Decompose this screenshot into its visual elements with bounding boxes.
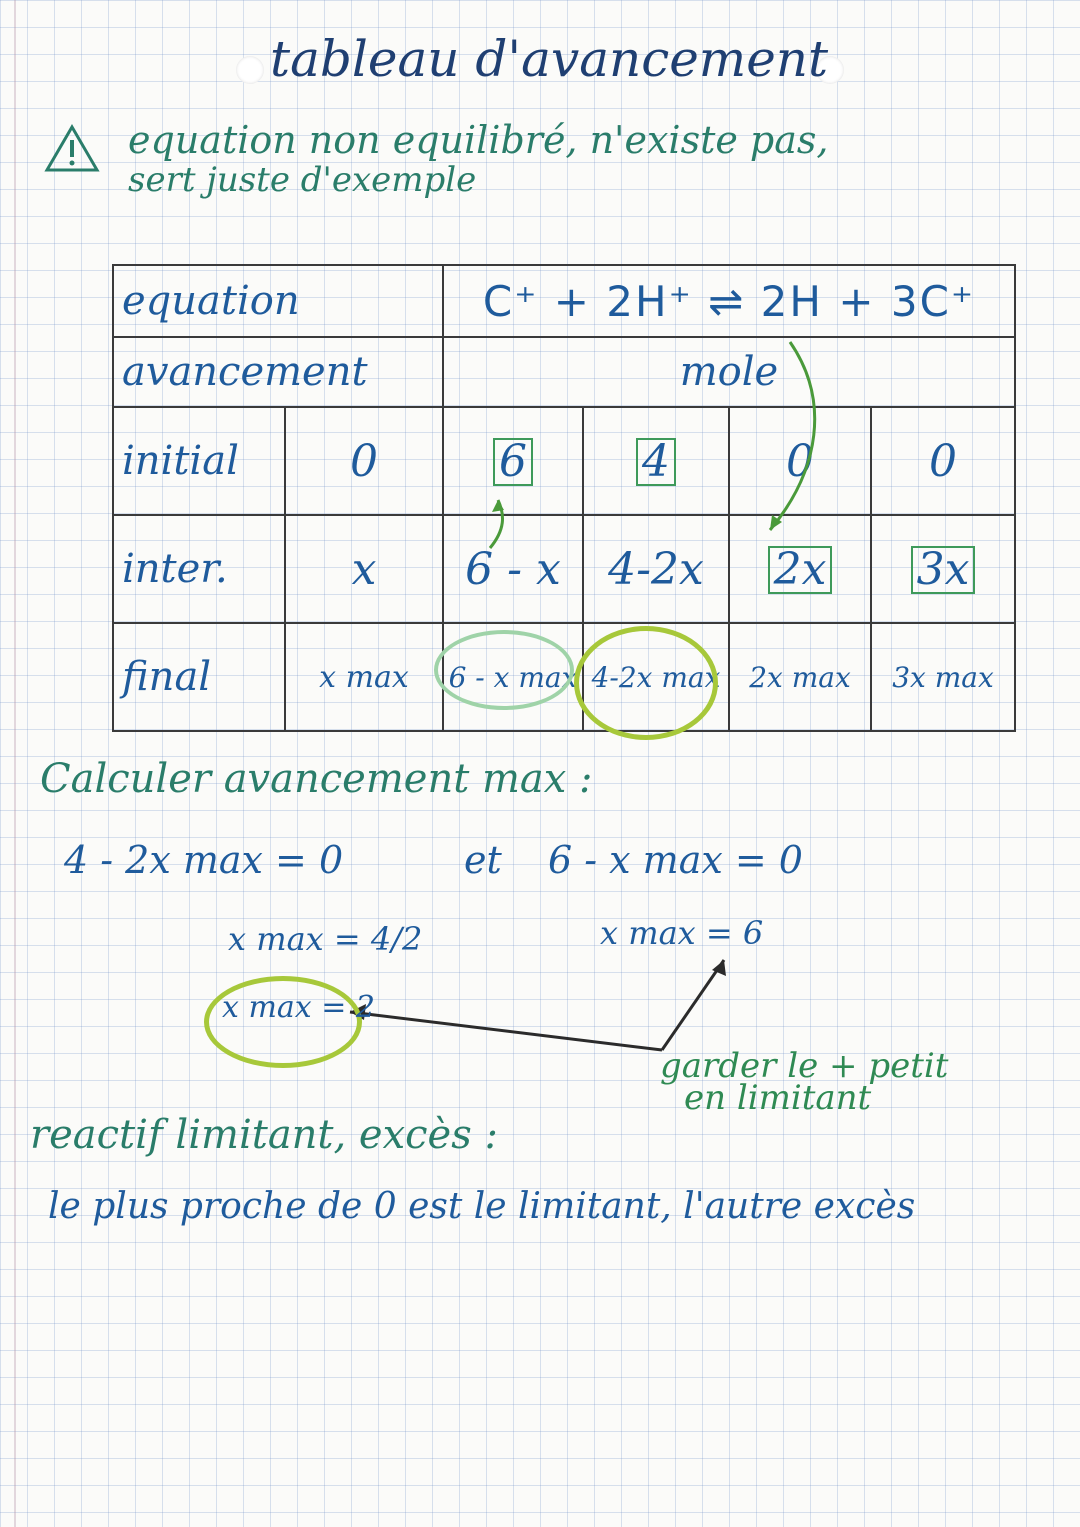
- cell: 4-2x: [583, 515, 729, 623]
- cell: 6 - x max: [443, 623, 583, 731]
- state-label: initial: [113, 407, 285, 515]
- section-heading: Calculer avancement max :: [40, 756, 593, 802]
- cell: 6 - x: [443, 515, 583, 623]
- connector-text: et: [464, 838, 502, 882]
- boxed-value: 6: [493, 438, 533, 486]
- cell: 3x max: [871, 623, 1015, 731]
- cell: 2x max: [729, 623, 871, 731]
- page-title: tableau d'avancement: [270, 30, 829, 88]
- advancement-cell: x max: [285, 623, 443, 731]
- arrow-line: [350, 1012, 662, 1050]
- equation-cell: C⁺ + 2H⁺ ⇌ 2H + 3C⁺: [443, 265, 1015, 337]
- result-right: x max = 6: [600, 914, 764, 952]
- arrow-line: [662, 960, 724, 1050]
- boxed-value: 2x: [768, 546, 833, 594]
- advancement-cell: x: [285, 515, 443, 623]
- state-label: final: [113, 623, 285, 731]
- boxed-value: 4: [636, 438, 676, 486]
- limiting-rule: le plus proche de 0 est le limitant, l'autre excès: [48, 1186, 916, 1227]
- note-line-1: garder le + petit: [660, 1046, 949, 1086]
- unit-cell: mole: [443, 337, 1015, 407]
- limiting-heading: reactif limitant, excès :: [30, 1112, 498, 1158]
- warning-line-2: sert juste d'exemple: [128, 160, 477, 200]
- cell: 0: [871, 407, 1015, 515]
- state-label: inter.: [113, 515, 285, 623]
- cell: 4-2x max: [583, 623, 729, 731]
- equation-label: equation: [113, 265, 443, 337]
- advancement-cell: 0: [285, 407, 443, 515]
- boxed-value: 3x: [911, 546, 976, 594]
- arrowhead: [492, 500, 504, 512]
- equation-left: 4 - 2x max = 0: [64, 838, 344, 882]
- result-left: x max = 2: [222, 990, 376, 1025]
- warning-line-1: equation non equilibré, n'existe pas,: [128, 118, 829, 162]
- avancement-label: avancement: [113, 337, 443, 407]
- step-left: x max = 4/2: [228, 920, 423, 958]
- equation-right: 6 - x max = 0: [548, 838, 803, 882]
- note-line-2: en limitant: [684, 1078, 872, 1118]
- cell: 0: [729, 407, 871, 515]
- arrow-path: [770, 342, 815, 530]
